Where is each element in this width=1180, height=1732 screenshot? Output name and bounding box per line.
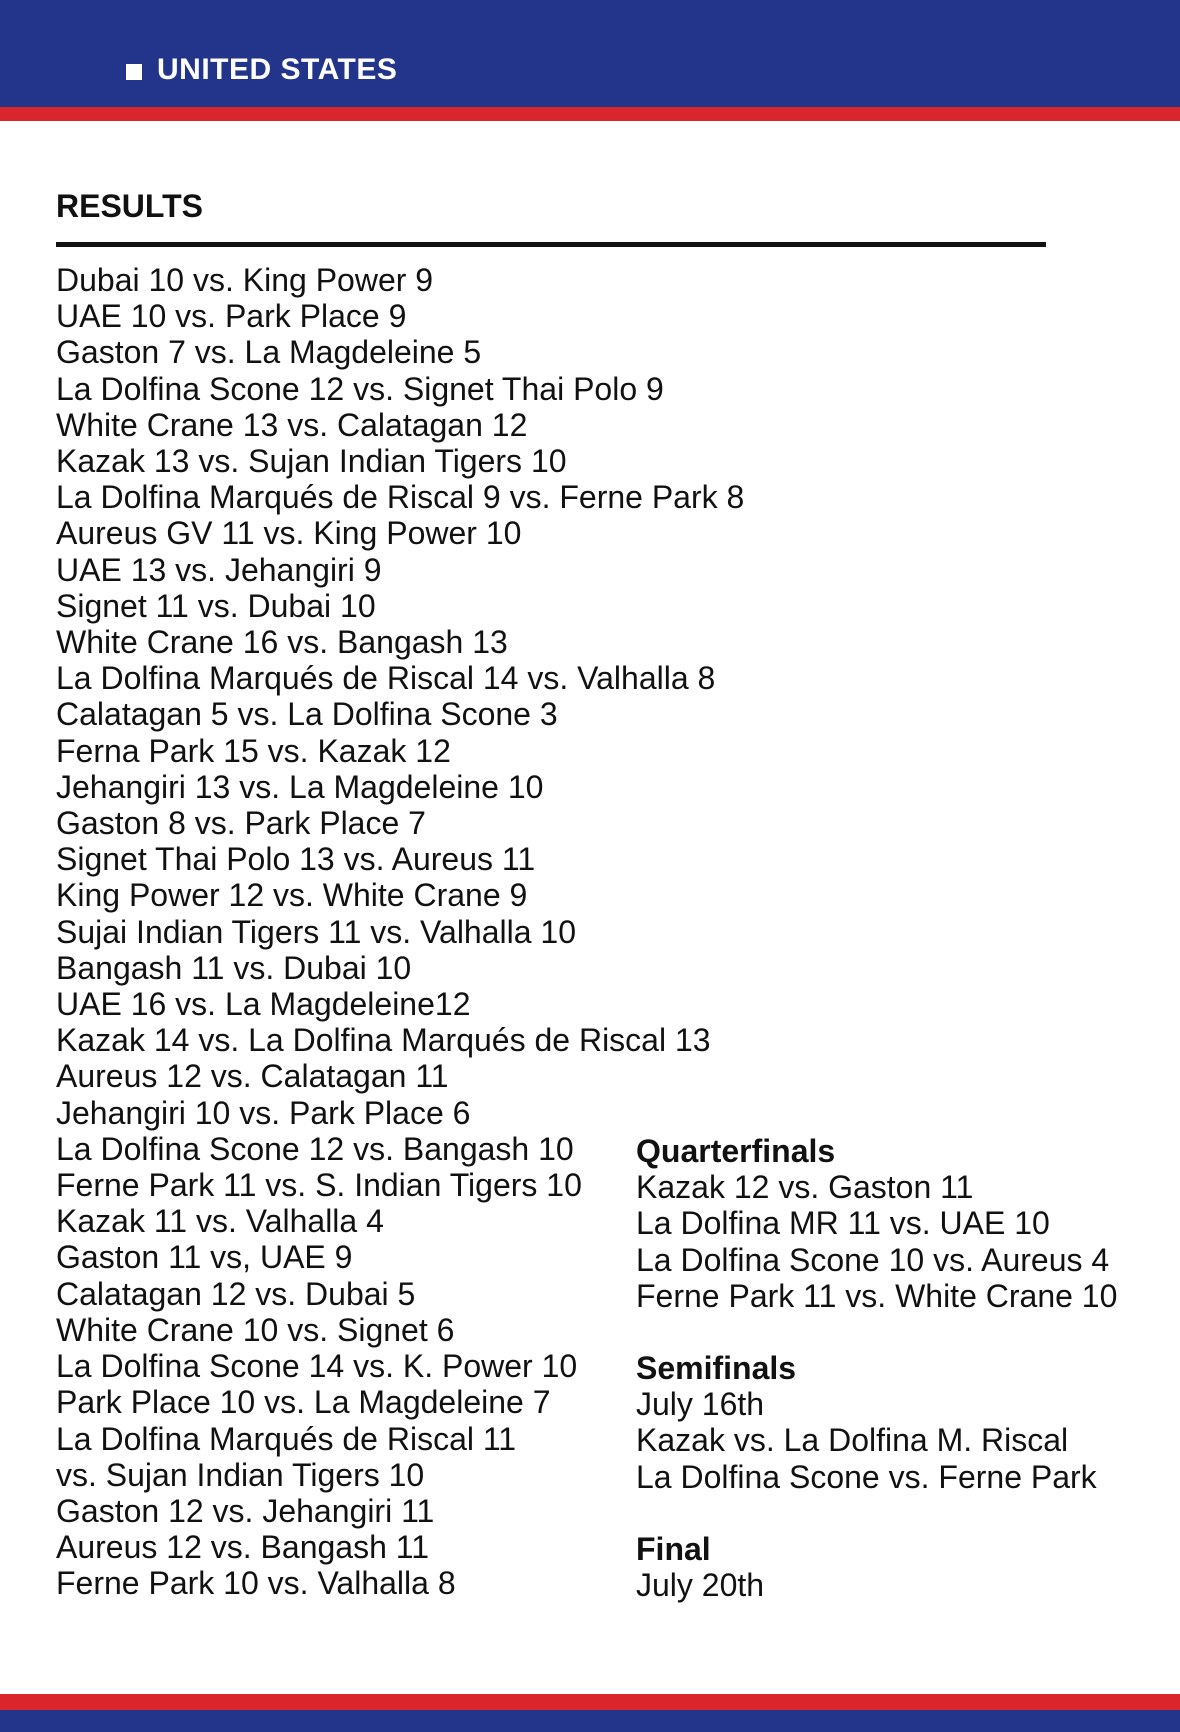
- quarterfinals-title: Quarterfinals: [636, 1133, 836, 1169]
- result-line: Gaston 7 vs. La Magdeleine 5: [56, 334, 482, 371]
- result-line: Dubai 10 vs. King Power 9: [56, 262, 434, 298]
- result-line: La Dolfina Scone 14 vs. K. Power 10: [56, 1348, 578, 1385]
- header-stripe: [0, 107, 1180, 121]
- final-line: July 20th: [636, 1567, 765, 1604]
- quarterfinals-list: [636, 1169, 1117, 1314]
- result-line: Signet Thai Polo 13 vs. Aureus 11: [56, 841, 536, 878]
- result-line: Sujai Indian Tigers 11 vs. Valhalla 10: [56, 913, 577, 950]
- quarterfinal-result: La Dolfina MR 11 vs. UAE 10: [636, 1205, 1050, 1242]
- final-list: [636, 1567, 1117, 1603]
- semifinals-section: [636, 1350, 1117, 1495]
- quarterfinals-section: [636, 1133, 1117, 1314]
- semifinals-list: [636, 1386, 1117, 1495]
- result-line: Gaston 12 vs. Jehangiri 11: [56, 1492, 435, 1529]
- section-spacer: [636, 1495, 1117, 1531]
- result-line: Ferna Park 15 vs. Kazak 12: [56, 732, 451, 769]
- quarterfinal-result: La Dolfina Scone 10 vs. Aureus 4: [636, 1241, 1110, 1278]
- result-line: UAE 10 vs. Park Place 9: [56, 298, 407, 335]
- result-line: vs. Sujan Indian Tigers 10: [56, 1456, 425, 1493]
- knockout-column: [636, 1133, 1117, 1603]
- result-line: King Power 12 vs. White Crane 9: [56, 877, 528, 914]
- semifinal-line: La Dolfina Scone vs. Ferne Park: [636, 1458, 1097, 1495]
- result-line: Kazak 13 vs. Sujan Indian Tigers 10: [56, 443, 567, 480]
- result-line: La Dolfina Marqués de Riscal 9 vs. Ferne Park 8: [56, 479, 745, 516]
- result-line: La Dolfina Marqués de Riscal 11: [56, 1420, 517, 1457]
- result-line: Ferne Park 11 vs. S. Indian Tigers 10: [56, 1167, 582, 1204]
- result-line: Signet 11 vs. Dubai 10: [56, 587, 376, 624]
- final-section: [636, 1531, 1117, 1603]
- result-line: Kazak 14 vs. La Dolfina Marqués de Riscal 13: [56, 1022, 711, 1059]
- footer-stripe: [0, 1694, 1180, 1710]
- footer-band: [0, 1710, 1180, 1732]
- section-spacer: [636, 1314, 1117, 1350]
- results-heading: RESULTS: [56, 188, 203, 224]
- result-line: Calatagan 12 vs. Dubai 5: [56, 1275, 416, 1312]
- quarterfinal-result: Ferne Park 11 vs. White Crane 10: [636, 1277, 1118, 1314]
- result-line: Jehangiri 10 vs. Park Place 6: [56, 1094, 471, 1131]
- result-line: Ferne Park 10 vs. Valhalla 8: [56, 1565, 456, 1602]
- square-bullet-icon: [126, 64, 142, 80]
- result-line: UAE 16 vs. La Magdeleine12: [56, 986, 471, 1023]
- result-line: UAE 13 vs. Jehangiri 9: [56, 551, 382, 588]
- section-header-title: UNITED STATES: [157, 53, 398, 86]
- final-title: Final: [636, 1530, 711, 1567]
- result-line: White Crane 13 vs. Calatagan 12: [56, 406, 528, 443]
- result-line: Calatagan 5 vs. La Dolfina Scone 3: [56, 696, 558, 733]
- result-line: Bangash 11 vs. Dubai 10: [56, 949, 412, 986]
- result-line: La Dolfina Marqués de Riscal 14 vs. Valhalla 8: [56, 660, 716, 697]
- quarterfinal-result: Kazak 12 vs. Gaston 11: [636, 1169, 974, 1206]
- result-line: Aureus 12 vs. Calatagan 11: [56, 1058, 449, 1095]
- result-line: Jehangiri 13 vs. La Magdeleine 10: [56, 768, 544, 805]
- result-line: Gaston 11 vs, UAE 9: [56, 1239, 353, 1276]
- result-line: Aureus GV 11 vs. King Power 10: [56, 515, 522, 552]
- semifinals-title: Semifinals: [636, 1350, 797, 1387]
- heading-divider: [56, 242, 1046, 247]
- result-line: White Crane 10 vs. Signet 6: [56, 1311, 455, 1348]
- result-line: La Dolfina Scone 12 vs. Bangash 10: [56, 1130, 574, 1167]
- result-line: Park Place 10 vs. La Magdeleine 7: [56, 1384, 551, 1421]
- result-line: White Crane 16 vs. Bangash 13: [56, 624, 508, 661]
- result-line: Aureus 12 vs. Bangash 11: [56, 1529, 429, 1566]
- result-line: Gaston 8 vs. Park Place 7: [56, 805, 426, 842]
- semifinal-line: July 16th: [636, 1386, 765, 1423]
- result-line: Kazak 11 vs. Valhalla 4: [56, 1203, 384, 1240]
- semifinal-line: Kazak vs. La Dolfina M. Riscal: [636, 1422, 1069, 1459]
- result-line: La Dolfina Scone 12 vs. Signet Thai Polo 9: [56, 370, 664, 407]
